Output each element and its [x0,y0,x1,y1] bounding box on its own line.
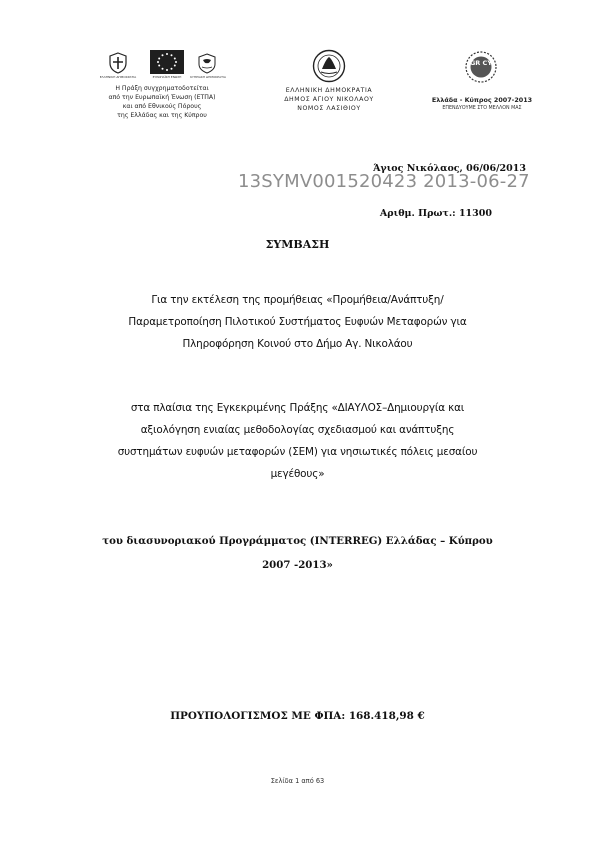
registration-stamp: 13SYMV001520423 2013-06-27 [238,171,530,192]
project-line: συστημάτων ευφυών μεταφορών (ΣΕΜ) για νησιωτικές πόλεις μεσαίου [117,446,478,458]
municipality-line: ΝΟΜΟΣ ΛΑΣΙΘΙΟΥ [297,105,361,112]
municipality-seal-icon [312,49,346,83]
municipality-line: ΔΗΜΟΣ ΑΓΙΟΥ ΝΙΚΟΛΑΟΥ [284,96,374,103]
eu-flag-icon [150,50,184,74]
cyprus-label: ΚΥΠΡΙΑΚΗ ΔΗΜΟΚΡΑΤΙΑ [190,75,226,79]
cyprus-emblem-icon [196,52,218,74]
budget-line: ΠΡΟΥΠΟΛΟΓΙΣΜΟΣ ΜΕ ΦΠΑ: 168.418,98 € [170,710,425,722]
project-paragraph [60,397,535,485]
municipality-line: ΕΛΛΗΝΙΚΗ ΔΗΜΟΚΡΑΤΙΑ [285,87,373,94]
subject-line: Πληροφόρηση Κοινού στο Δήμο Αγ. Νικολάου [182,338,413,350]
eu-label: ΕΥΡΩΠΑΪΚΗ ΕΝΩΣΗ [152,75,182,79]
document-title: ΣΥΜΒΑΣΗ [265,238,330,251]
protocol-number: Αριθμ. Πρωτ.: 11300 [379,208,492,219]
project-line: μεγέθους» [270,468,325,480]
cofunding-line: και από Εθνικούς Πόρους [122,103,202,110]
subject-line: Για την εκτέλεση της προμήθειας «Προμήθεια/Ανάπτυξη/ [151,294,444,306]
programme-title: Ελλάδα - Κύπρος 2007-2013 [431,96,533,104]
programme-line: 2007 -2013» [262,559,333,571]
municipality-header [268,86,390,113]
page-footer: Σελίδα 1 από 63 [270,777,325,785]
cofunding-line: από την Ευρωπαϊκή Ένωση (ΕΤΠΑ) [108,94,216,101]
subject-line: Παραμετροποίηση Πιλοτικού Συστήματος Ευφυών Μεταφορών για [128,316,467,328]
greek-republic-emblem-icon [108,52,128,74]
interreg-grcy-logo-text: GR CY [469,59,493,67]
subject-paragraph [60,289,535,355]
programme-paragraph [60,529,535,577]
interreg-grcy-logo-icon [462,50,500,84]
cofunding-line: της Ελλάδας και της Κύπρου [117,112,207,119]
project-line: αξιολόγηση ενιαίας μεθοδολογίας σχεδιασμού και ανάπτυξης [140,424,455,436]
document-date: Άγιος Νικόλαος, 06/06/2013 [373,163,526,174]
cofunding-line: Η Πράξη συγχρηματοδοτείται [115,85,209,92]
cofunding-note [92,84,232,120]
programme-subtitle: ΕΠΕΝΔΥΟΥΜΕ ΣΤΟ ΜΕΛΛΟΝ ΜΑΣ [442,106,522,111]
greek-republic-label: ΕΛΛΗΝΙΚΗ ΔΗΜΟΚΡΑΤΙΑ [99,75,137,79]
programme-line: του διασυνοριακού Προγράμματος (INTERREG) Ελλάδας – Κύπρου [102,535,493,547]
project-line: στα πλαίσια της Εγκεκριμένης Πράξης «ΔΙΑΥΛΟΣ–Δημιουργία και [130,402,465,414]
